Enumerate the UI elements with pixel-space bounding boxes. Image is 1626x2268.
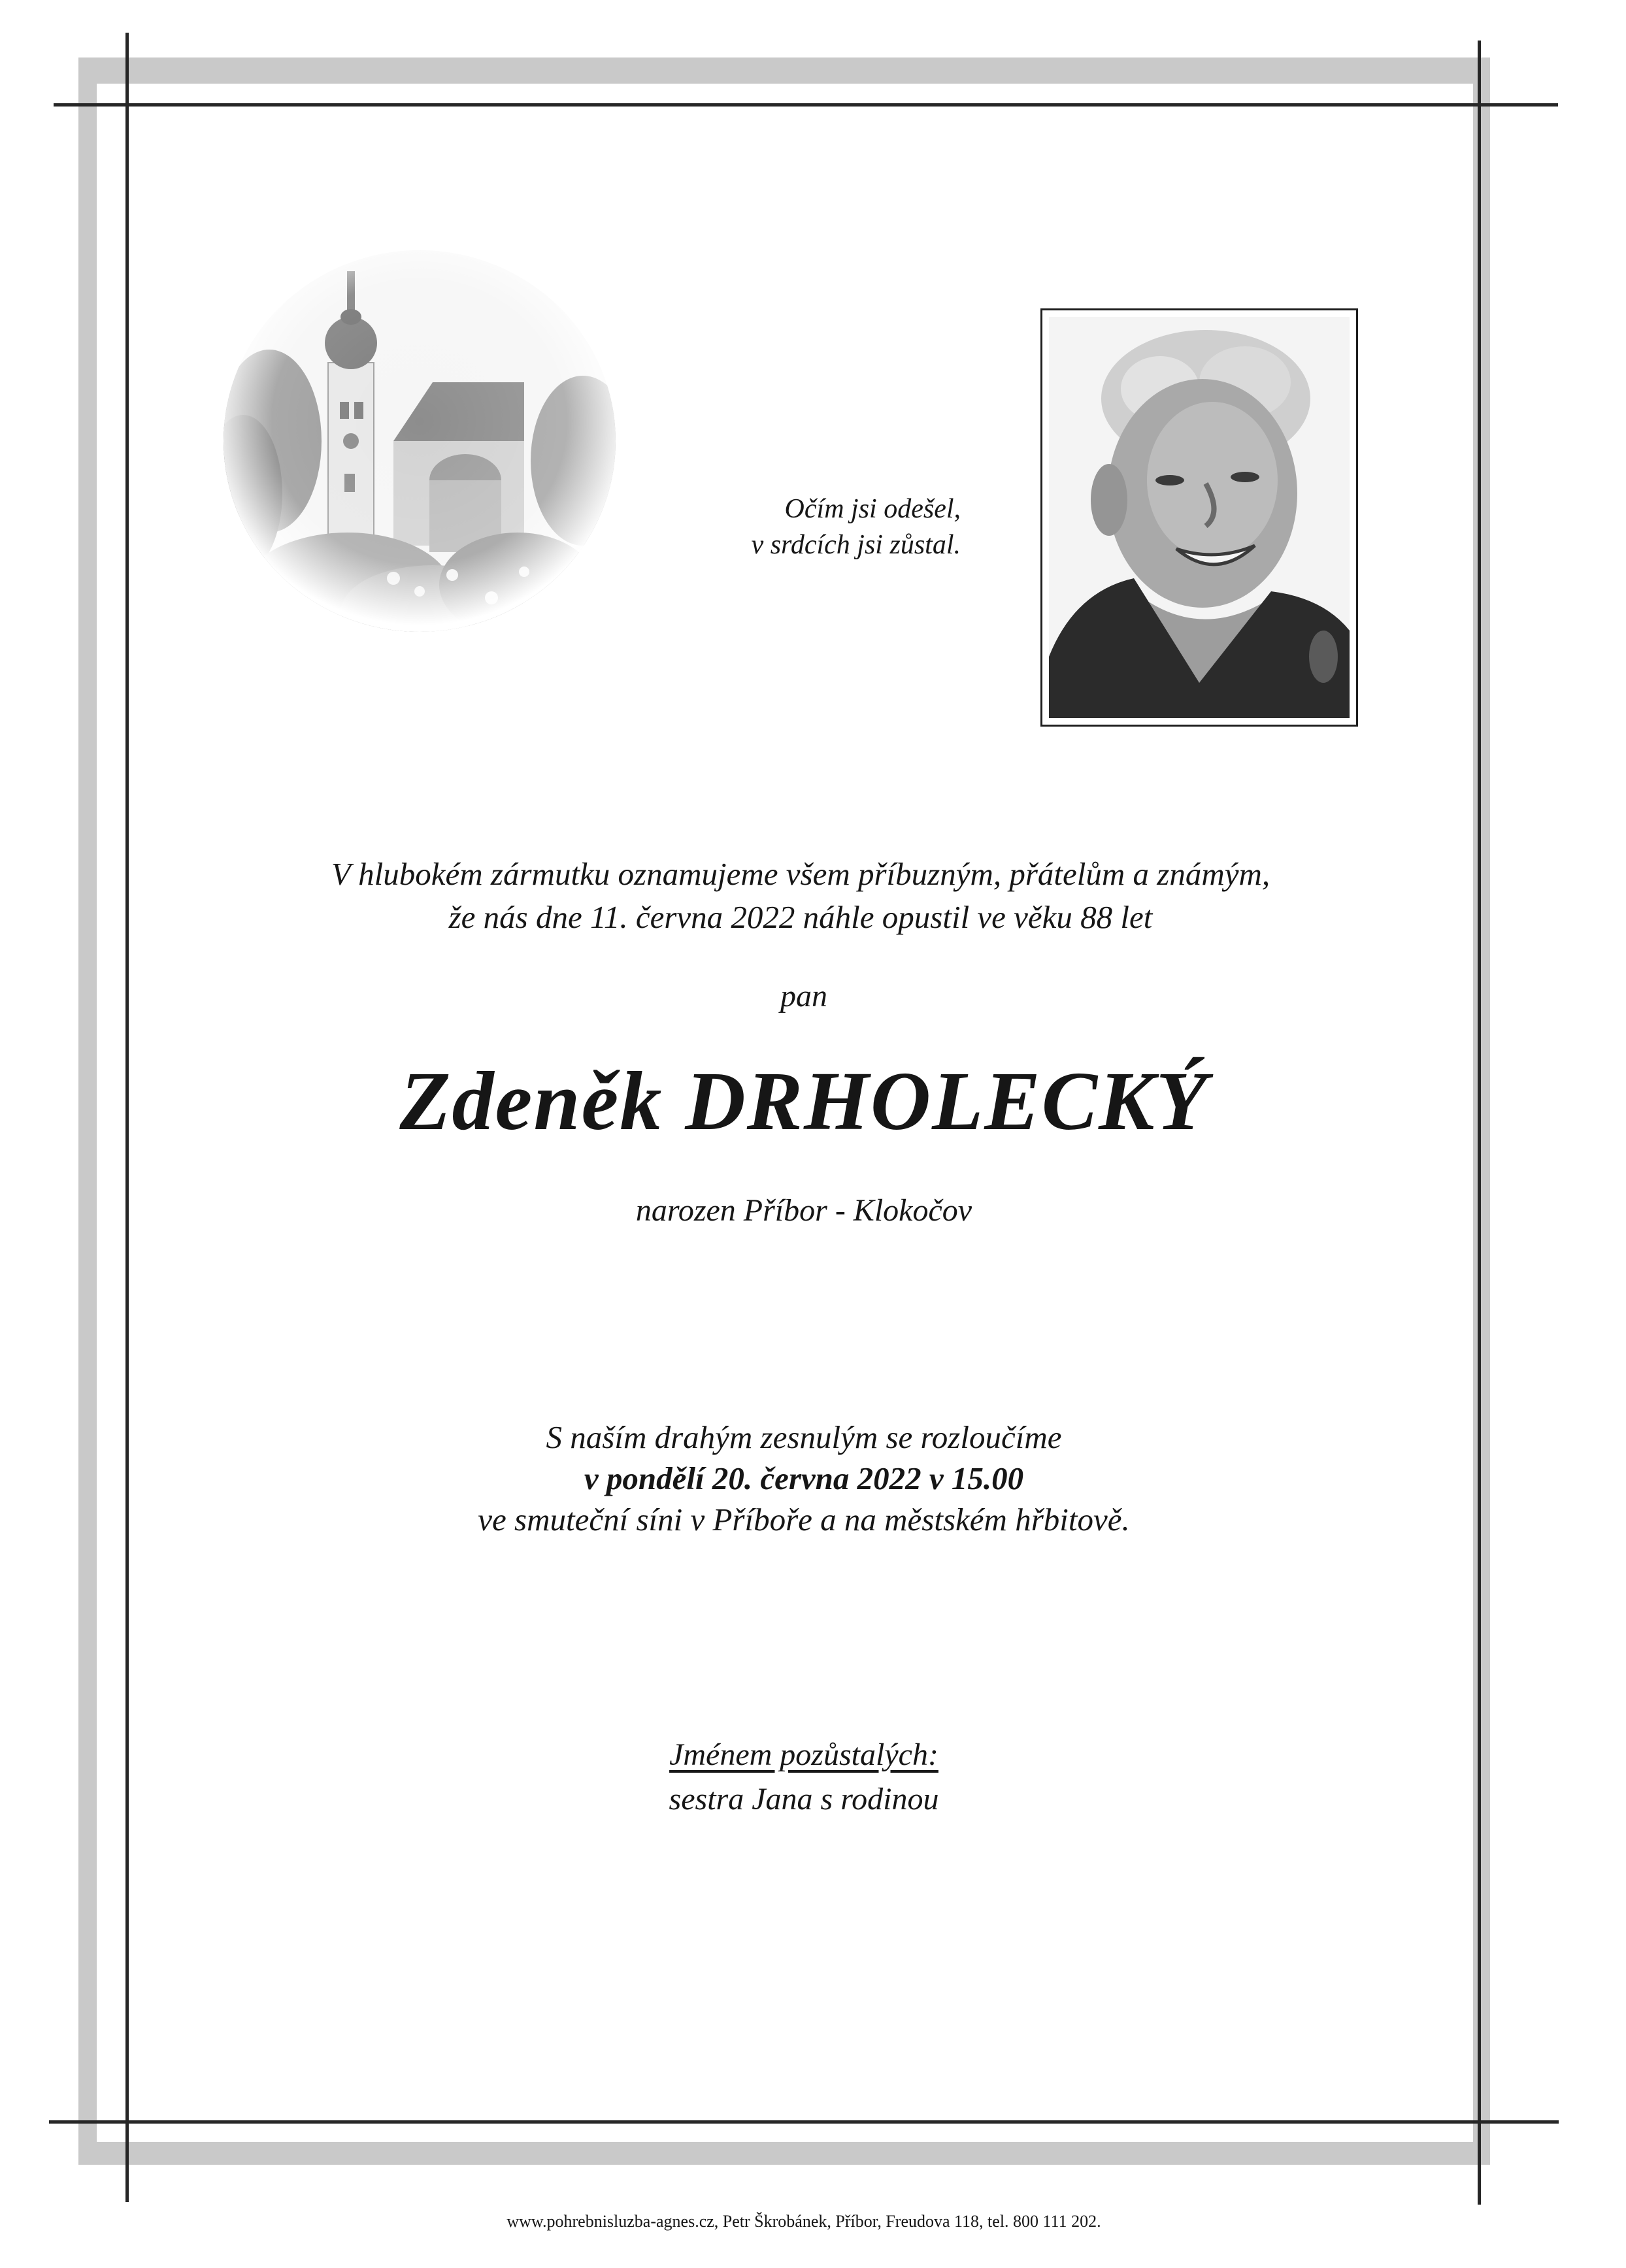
bottom-rule [49,2120,1559,2124]
funeral-service-footer: www.pohrebnisluzba-agnes.cz, Petr Škrobánek, Příbor, Freudova 118, tel. 800 111 202. [506,2212,1101,2231]
announcement-line: V hlubokém zármutku oznamujeme všem příbuzným, přátelům a známým, [331,856,1270,892]
motto-line: v srdcích jsi zůstal. [751,530,961,560]
church-vignette-image [217,245,622,637]
mourners [523,1733,1085,1822]
birthplace: narozen Příbor - Klokočov [635,1193,972,1228]
portrait-photo [1040,308,1358,727]
right-rule [1478,41,1481,2205]
funeral-line: S naším drahým zesnulým se rozloučíme [546,1419,1062,1455]
funeral-details [196,1417,1412,1540]
announcement-line: že nás dne 11. června 2022 náhle opustil ve věku 88 let [448,899,1153,935]
motto [654,491,961,563]
left-rule [125,33,129,2202]
salutation: pan [780,979,827,1013]
deceased-name: Zdeněk DRHOLECKÝ [399,1055,1208,1147]
funeral-venue: ve smuteční síni v Příboře a na městském hřbitově. [478,1502,1130,1537]
mourners-heading: Jménem pozůstalých: [669,1737,938,1772]
motto-line: Očím jsi odešel, [784,494,961,524]
announcement-text [131,853,1470,939]
mourners-line: sestra Jana s rodinou [669,1782,939,1816]
top-rule [54,103,1558,107]
funeral-date-time: v pondělí 20. června 2022 v 15.00 [584,1460,1024,1496]
